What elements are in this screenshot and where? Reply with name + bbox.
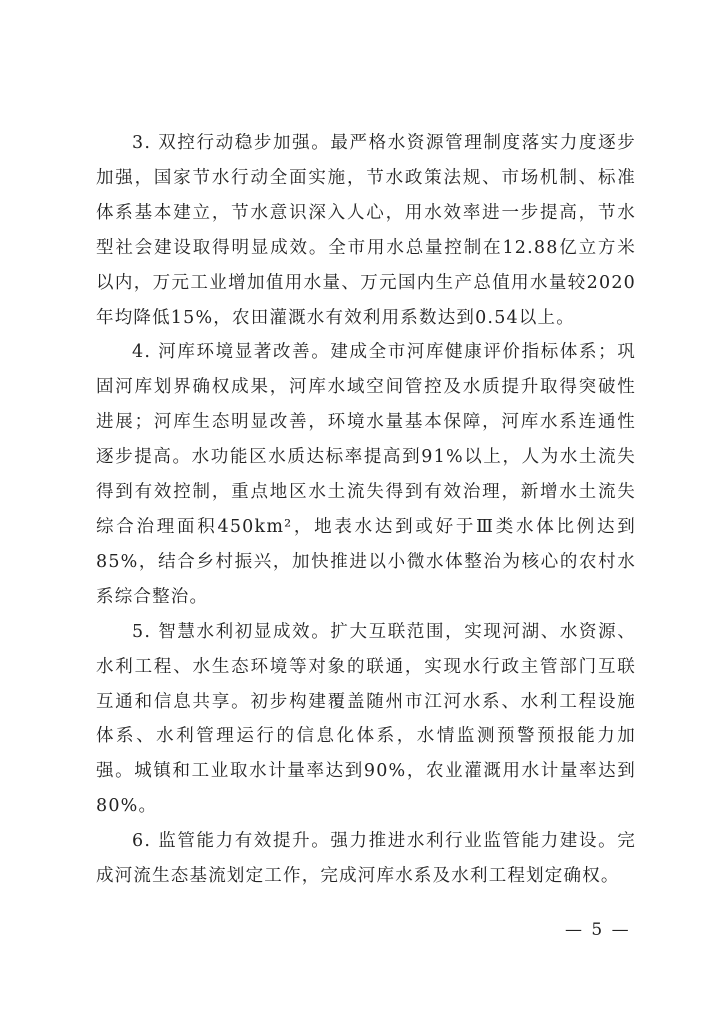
paragraph-supervision bbox=[96, 824, 636, 894]
paragraph-river-environment bbox=[96, 335, 636, 614]
paragraph-text: 强力推进水利行业监管能力建设。完成河流生态基流划定工作，完成河库水系及水利工程划定确权。 bbox=[96, 831, 636, 887]
paragraph-heading: 4. 河库环境显著改善。 bbox=[132, 342, 331, 363]
paragraph-dual-control bbox=[96, 126, 636, 335]
page-number: — 5 — bbox=[565, 920, 631, 940]
paragraph-text: 扩大互联范围，实现河湖、水资源、水利工程、水生态环境等对象的联通，实现水行政主管部门互联互通和信息共享。初步构建覆盖随州市江河水系、水利工程设施体系、水利管理运行的信息化体系，水情监测预警预报能力加强。城镇和工业取水计量率达到90%，农业灌溉用水计量率达到80%。 bbox=[96, 621, 636, 817]
paragraph-heading: 3. 双控行动稳步加强。 bbox=[132, 133, 331, 153]
paragraph-text: 建成全市河库健康评价指标体系；巩固河库划界确权成果，河库水域空间管控及水质提升取得突破性进展；河库生态明显改善，环境水量基本保障，河库水系连通性逐步提高。水功能区水质达标率提高到91%以上，人为水土流失得到有效控制，重点地区水土流失得到有效治理，新增水土流失综合治理面积450km²，地表水达到或好于Ⅲ类水体比例达到85%，结合乡村振兴，加快推进以小微水体整治为核心的农村水系综合整治。 bbox=[96, 342, 636, 607]
paragraph-heading: 6. 监管能力有效提升。 bbox=[132, 831, 331, 852]
paragraph-text: 最严格水资源管理制度落实力度逐步加强，国家节水行动全面实施，节水政策法规、市场机制、标准体系基本建立，节水意识深入人心，用水效率进一步提高，节水型社会建设取得明显成效。全市用水总量控制在12.88亿立方米以内，万元工业增加值用水量、万元国内生产总值用水量较2020年均降低15%，农田灌溉水有效利用系数达到0.54以上。 bbox=[96, 133, 636, 328]
document-body bbox=[96, 126, 636, 894]
paragraph-smart-water bbox=[96, 615, 636, 824]
paragraph-heading: 5. 智慧水利初显成效。 bbox=[132, 621, 331, 642]
